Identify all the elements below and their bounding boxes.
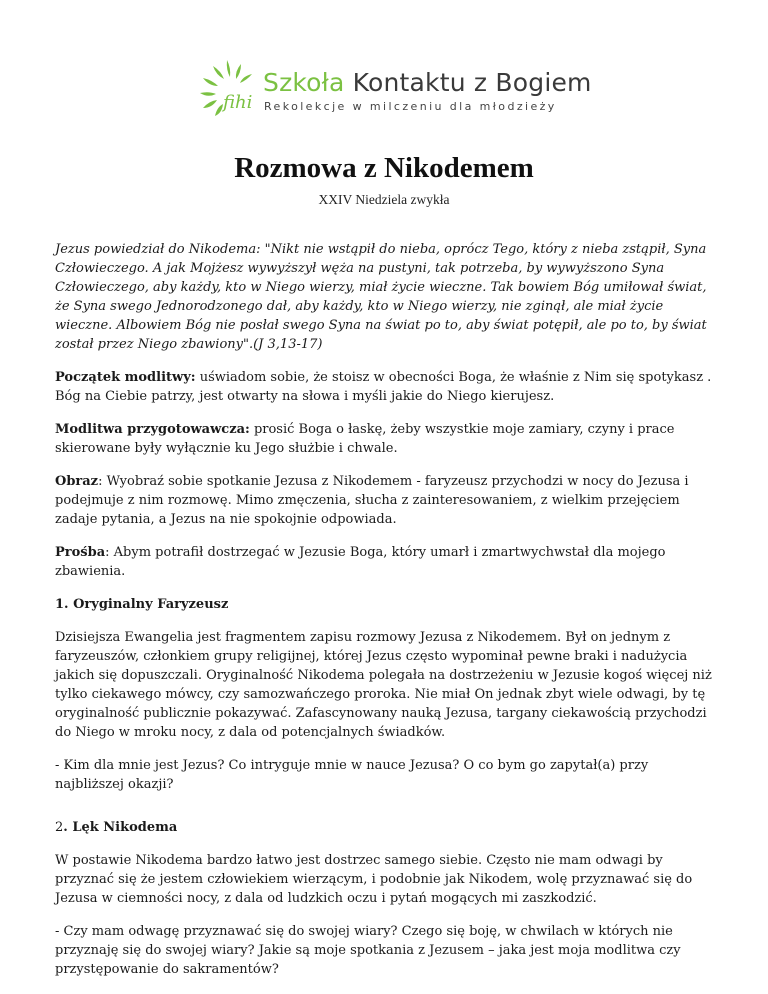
spacer (55, 808, 717, 818)
label-request: Prośba (55, 545, 106, 560)
text-image: : Wyobraź sobie spotkanie Jezusa z Nikodemem - faryzeusz przychodzi w nocy do Jezusa i podejmuje z nim rozmowę. Mimo zmęczenia, słucha z zainteresowaniem, z wielkim przejęciem zadaje pytania, a Jezus na nie spokojnie odpowiada. (55, 474, 689, 527)
text-preparatory-prayer: prosić Boga o łaskę, żeby wszystkie moje zamiary, czyny i prace skierowane były wyłącznie ku Jego służbie i chwale. (55, 422, 675, 456)
gospel-quote: Jezus powiedział do Nikodema: "Nikt nie wstąpił do nieba, oprócz Tego, który z nieba zstąpił, Syna Człowieczego. A jak Mojżesz wywyższył węża na pustyni, tak potrzeba, by wywyższono Syna Człowieczego, aby każdy, kto w Niego wierzy, miał życie wieczne. Tak bowiem Bóg umiłował świat, że Syna swego Jednorodzonego dał, aby każdy, kto w Niego wierzy, nie zginął, ale miał życie wieczne. Albowiem Bóg nie posłał swego Syna na świat po to, aby świat potępił, ale po to, by świat został przez Niego zbawiony".(J 3,13-17) (55, 242, 707, 352)
page-title: Rozmowa z Nikodemem (234, 152, 534, 184)
label-opening-prayer: Początek modlitwy: (55, 370, 196, 385)
paragraph-opening-prayer (55, 368, 717, 406)
logo-title-rest: Kontaktu z Bogiem (344, 68, 592, 97)
label-preparatory-prayer: Modlitwa przygotowawcza: (55, 422, 250, 437)
logo-title (263, 68, 592, 97)
section-1-questions: - Kim dla mnie jest Jezus? Co intryguje mnie w nauce Jezusa? O co bym go zapytał(a) przy najbliższej okazji? (55, 758, 649, 792)
section-2-number: 2 (55, 820, 64, 835)
header-logo (197, 58, 592, 118)
section-2-paragraph: W postawie Nikodema bardzo łatwo jest dostrzec samego siebie. Często nie mam odwagi by przyznać się że jestem człowiekiem wierzącym, i podobnie jak Nikodem, wolę przyznawać się do Jezusa w ciemności nocy, z dala od ludzkich oczu i pytań mogących mi zaszkodzić. (55, 853, 693, 906)
section-2-title: . Lęk Nikodema (63, 820, 178, 835)
svg-text:fihi: fihi (223, 92, 253, 113)
section-1-paragraph: Dzisiejsza Ewangelia jest fragmentem zapisu rozmowy Jezusa z Nikodemem. Był on jednym z faryzeuszów, członkiem grupy religijnej, której Jezus często wypominał pewne braki i nadużycia jakich się dopuszczali. Oryginalność Nikodema polegała na dostrzeżeniu w Jezusie kogoś więcej niż tylko ciekawego mówcy, czy samozwańczego proroka. Nie miał On jednak zbyt wiele odwagi, by tę oryginalność publicznie pokazywać. Zafascynowany nauką Jezusa, targany ciekawością przychodzi do Niego w mroku nocy, z dala od potencjalnych świadków. (55, 630, 712, 740)
text-request: : Abym potrafił dostrzegać w Jezusie Boga, który umarł i zmartwychwstał dla mojego zbawienia. (55, 545, 666, 579)
logo-title-first: Szkoła (263, 68, 345, 97)
label-image: Obraz (55, 474, 99, 489)
paragraph-preparatory-prayer (55, 420, 717, 458)
sun-logo-icon (197, 58, 265, 118)
paragraph-image (55, 472, 717, 529)
logo-subtitle: Rekolekcje w milczeniu dla młodzieży (264, 100, 557, 113)
document-body (55, 240, 717, 993)
section-heading-1: 1. Oryginalny Faryzeusz (55, 597, 229, 612)
page-subtitle: XXIV Niedziela zwykła (318, 192, 450, 207)
section-heading-2 (55, 818, 717, 837)
paragraph-request (55, 543, 717, 581)
section-2-questions: - Czy mam odwagę przyznawać się do swojej wiary? Czego się boję, w chwilach w których nie przyznaję się do swojej wiary? Jakie są moje spotkania z Jezusem – jaka jest moja modlitwa czy przystępowanie do sakramentów? (55, 924, 681, 977)
text-opening-prayer: uświadom sobie, że stoisz w obecności Boga, że właśnie z Nim się spotykasz . Bóg na Ciebie patrzy, jest otwarty na słowa i myśli jakie do Niego kierujesz. (55, 370, 712, 404)
